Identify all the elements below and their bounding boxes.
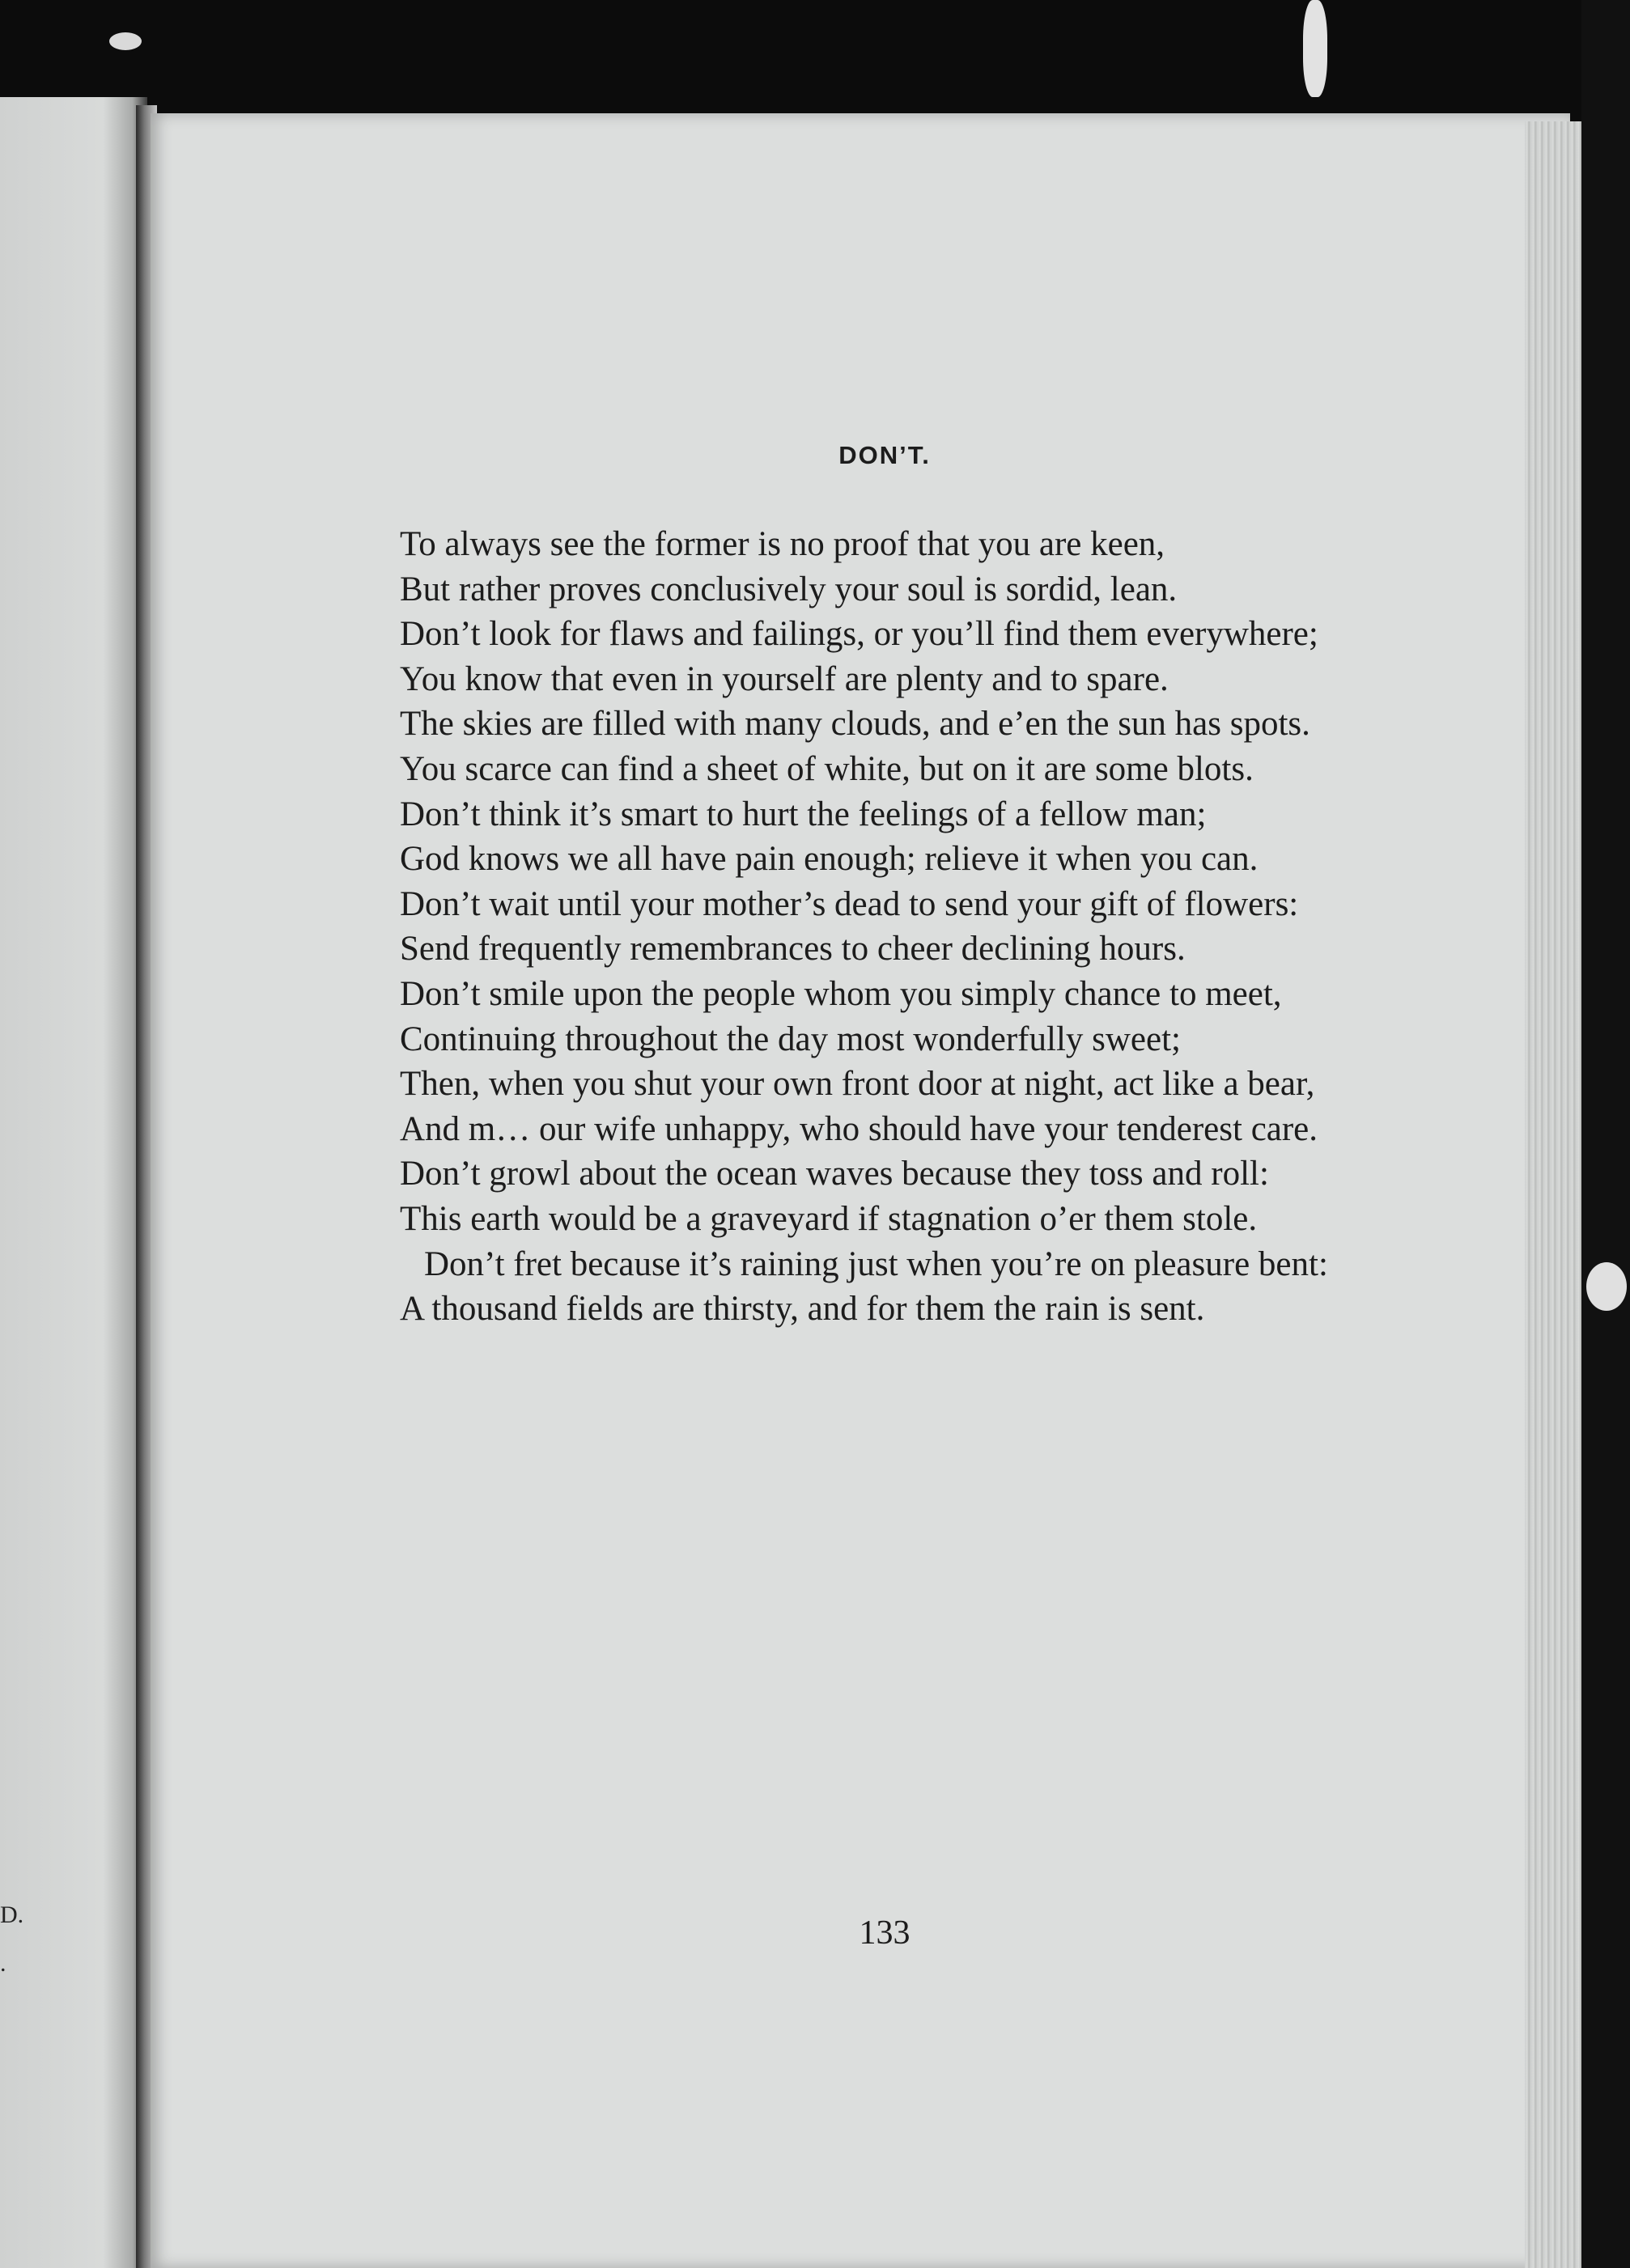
poem-line: Continuing throughout the day most wonderfully sweet;: [400, 1020, 1182, 1058]
poem-line: Send frequently remembrances to cheer declining hours.: [400, 930, 1186, 969]
left-facing-page: [0, 97, 147, 2268]
scan-speck: [1586, 1262, 1627, 1311]
poem-line: The skies are filled with many clouds, and e’en the sun has spots.: [400, 705, 1310, 744]
left-page-fragment: .: [0, 1950, 6, 1977]
poem-line: Don’t growl about the ocean waves because they toss and roll:: [400, 1155, 1269, 1193]
poem-line: Don’t fret because it’s raining just when you’re on pleasure bent:: [424, 1244, 1328, 1283]
poem-line: A thousand fields are thirsty, and for them the rain is sent.: [400, 1290, 1205, 1329]
poem-line: Don’t think it’s smart to hurt the feelings of a fellow man;: [400, 795, 1207, 833]
poem-line: You scarce can find a sheet of white, but on it are some blots.: [400, 749, 1254, 788]
poem-line: And m… our wife unhappy, who should have your tenderest care.: [400, 1109, 1318, 1148]
poem-line: To always see the former is no proof that you are keen,: [400, 525, 1165, 563]
poem-body: [400, 522, 1363, 1332]
poem-line: But rather proves conclusively your soul is sordid, lean.: [400, 570, 1178, 608]
poem-line: Don’t wait until your mother’s dead to send your gift of flowers:: [400, 884, 1299, 923]
page-number: 133: [859, 1914, 911, 1952]
poem-line: Don’t look for flaws and failings, or you’ll find them everywhere;: [400, 615, 1318, 654]
poem-line: Don’t smile upon the people whom you simply chance to meet,: [400, 974, 1282, 1013]
scan-speck: [109, 32, 142, 50]
page-edges: [1525, 121, 1581, 2268]
scan-background: [1581, 0, 1630, 2268]
left-page-fragment: D.: [0, 1901, 24, 1928]
poem-line: You know that even in yourself are plenty and to spare.: [400, 659, 1169, 698]
scan-speck: [1303, 0, 1327, 97]
poem-line: Then, when you shut your own front door at night, act like a bear,: [400, 1065, 1315, 1104]
page-title: DON’T.: [838, 441, 931, 469]
book-page: [151, 113, 1570, 2268]
poem-line: God knows we all have pain enough; relieve it when you can.: [400, 840, 1259, 879]
poem-line: This earth would be a graveyard if stagnation o’er them stole.: [400, 1199, 1258, 1238]
